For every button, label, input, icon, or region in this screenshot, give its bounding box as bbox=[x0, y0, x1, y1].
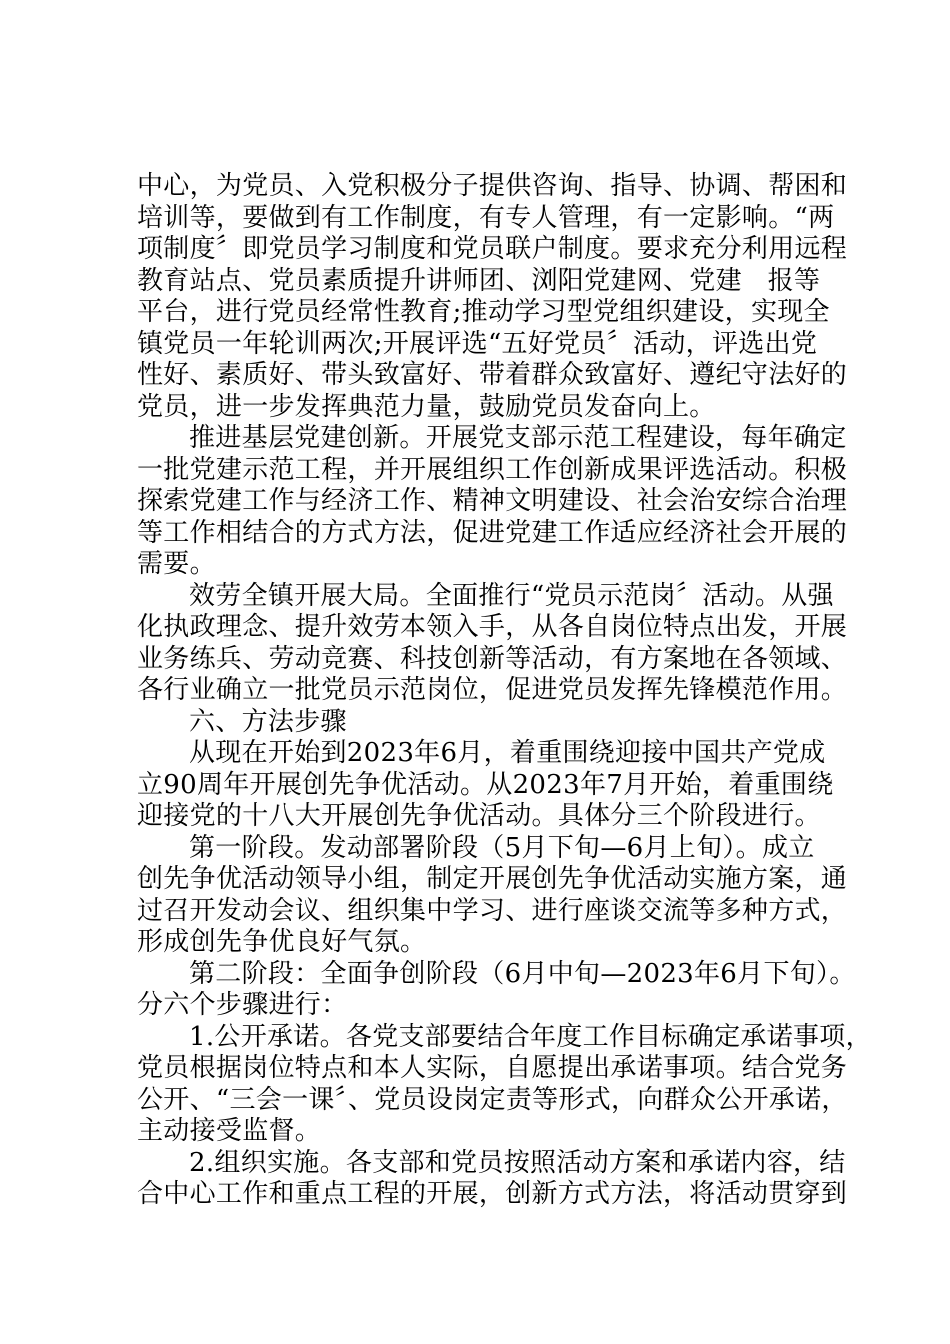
text-line: 项制度〞即党员学习制度和党员联户制度。要求充分利用远程 bbox=[137, 234, 848, 264]
text-line: 镇党员一年轮训两次;开展评选“五好党员〞活动，评选出党 bbox=[137, 328, 818, 359]
text-line: 立90周年开展创先争优活动。从2023年7月开始，着重围绕 bbox=[137, 769, 834, 800]
text-line: 分六个步骤进行： bbox=[137, 990, 348, 1020]
text-line: 培训等，要做到有工作制度，有专人管理，有一定影响。“两 bbox=[137, 202, 835, 233]
text-line: 推进基层党建创新。开展党支部示范工程建设，每年确定 bbox=[189, 423, 847, 453]
text-line: 平台，进行党员经常性教育;推动学习型党组织建设，实现全 bbox=[137, 297, 830, 327]
text-line: 从现在开始到2023年6月，着重围绕迎接中国共产党成 bbox=[189, 738, 826, 768]
text-line: 合中心工作和重点工程的开展，创新方式方法，将活动贯穿到 bbox=[137, 1179, 848, 1209]
text-line: 第一阶段。发动部署阶段（5月下旬—6月上旬）。成立 bbox=[189, 832, 815, 863]
text-line: 各行业确立一批党员示范岗位，促进党员发挥先锋模范作用。 bbox=[137, 675, 848, 705]
text-line: 过召开发动会议、组织集中学习、进行座谈交流等多种方式， bbox=[137, 895, 848, 926]
text-line: 党员根据岗位特点和本人实际，自愿提出承诺事项。结合党务 bbox=[137, 1053, 848, 1083]
text-line: 等工作相结合的方式方法，促进党建工作适应经济社会开展的 bbox=[137, 517, 848, 548]
text-line: 第二阶段：全面争创阶段（6月中旬—2023年6月下旬）。 bbox=[189, 958, 856, 989]
text-line: 迎接党的十八大开展创先争优活动。具体分三个阶段进行。 bbox=[137, 801, 821, 831]
text-line: 性好、素质好、带头致富好、带着群众致富好、遵纪守法好的 bbox=[137, 360, 848, 390]
text-line: 中心，为党员、入党积极分子提供咨询、指导、协调、帮困和 bbox=[137, 171, 848, 201]
text-line: 2.组织实施。各支部和党员按照活动方案和承诺内容，结 bbox=[189, 1147, 846, 1178]
text-line: 一批党建示范工程，并开展组织工作创新成果评选活动。积极 bbox=[137, 454, 848, 485]
text-line: 探索党建工作与经济工作、精神文明建设、社会治安综合治理 bbox=[137, 486, 848, 516]
text-line: 主动接受监督。 bbox=[137, 1116, 322, 1146]
text-line: 需要。 bbox=[137, 549, 216, 579]
text-line: 教育站点、党员素质提升讲师团、浏阳党建网、党建 报等 bbox=[137, 265, 821, 296]
text-line: 化执政理念、提升效劳本领入手，从各自岗位特点出发，开展 bbox=[137, 612, 848, 642]
text-line: 1.公开承诺。各党支部要结合年度工作目标确定承诺事项， bbox=[189, 1021, 872, 1052]
text-line: 创先争优活动领导小组，制定开展创先争优活动实施方案，通 bbox=[137, 864, 848, 894]
text-line: 形成创先争优良好气氛。 bbox=[137, 927, 427, 957]
text-line: 党员，进一步发挥典范力量，鼓励党员发奋向上。 bbox=[137, 391, 716, 422]
text-line: 效劳全镇开展大局。全面推行“党员示范岗〞活动。从强 bbox=[189, 580, 834, 611]
text-line: 业务练兵、劳动竞赛、科技创新等活动，有方案地在各领域、 bbox=[137, 643, 848, 674]
text-line: 六、方法步骤 bbox=[189, 706, 347, 737]
body-text bbox=[137, 171, 872, 1211]
text-line: 公开、“三会一课〞、党员设岗定责等形式，向群众公开承诺， bbox=[137, 1084, 848, 1115]
